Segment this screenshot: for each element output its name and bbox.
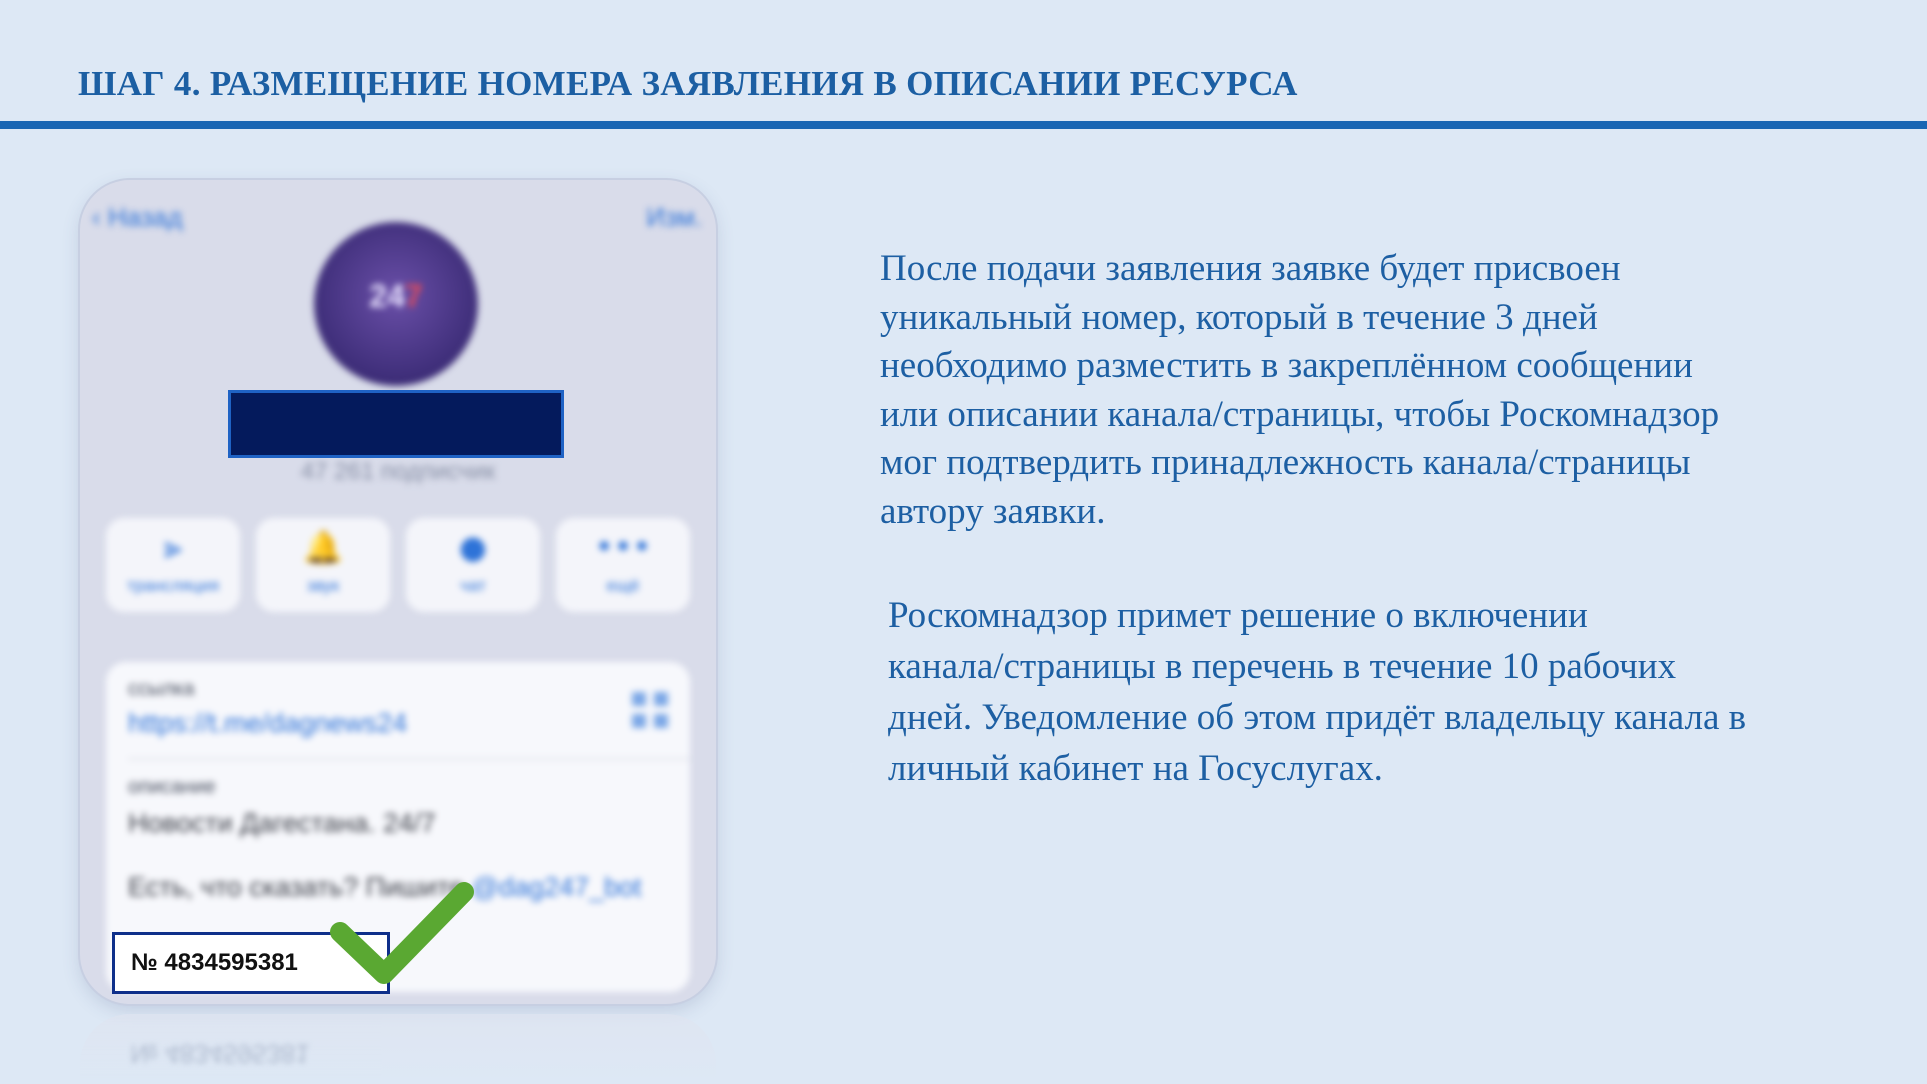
paragraph-line: или описании канала/страницы, чтобы Роскомнадзор bbox=[880, 393, 1720, 435]
paragraph-line: дней. Уведомление об этом придёт владельцу канала в bbox=[888, 697, 1747, 738]
action-broadcast bbox=[106, 518, 240, 612]
qr-code-icon bbox=[632, 692, 668, 728]
edit-link: Изм. bbox=[646, 202, 702, 232]
back-link bbox=[92, 202, 182, 233]
paragraph-line: мог подтвердить принадлежность канала/страницы bbox=[880, 442, 1691, 483]
channel-avatar bbox=[314, 222, 478, 386]
waveform-icon: ⫸ bbox=[163, 528, 183, 566]
instruction-paragraph-2 bbox=[888, 590, 1848, 794]
paragraph-line: личный кабинет на Госуслугах. bbox=[888, 748, 1383, 789]
description-line bbox=[128, 872, 642, 903]
reflection-text: № 4834595381 bbox=[130, 1039, 310, 1069]
action-buttons bbox=[106, 518, 690, 612]
action-label: трансляция bbox=[126, 576, 220, 595]
description-label: описание bbox=[128, 776, 216, 798]
card-divider bbox=[128, 758, 690, 760]
link-label: ссылка bbox=[128, 678, 195, 700]
description-text: Есть, что сказать? Пишите bbox=[128, 872, 472, 902]
more-icon: ••• bbox=[594, 528, 652, 566]
action-chat bbox=[406, 518, 540, 612]
application-number-box: № 4834595381 bbox=[112, 932, 390, 994]
bot-link: @dag247_bot bbox=[471, 872, 642, 902]
paragraph-line: После подачи заявления заявке будет присвоен bbox=[880, 248, 1621, 289]
title-divider bbox=[0, 121, 1927, 129]
action-more bbox=[556, 518, 690, 612]
link-value: https://t.me/dagnews24 bbox=[128, 708, 408, 738]
avatar-text-accent: 7 bbox=[404, 278, 423, 314]
phone-mockup bbox=[80, 180, 716, 1004]
subscriber-count: 47 261 подписчик bbox=[300, 458, 496, 485]
chat-icon: ● bbox=[459, 528, 487, 566]
paragraph-line: Роскомнадзор примет решение о включении bbox=[888, 595, 1588, 636]
paragraph-line: автору заявки. bbox=[880, 490, 1106, 532]
paragraph-line: уникальный номер, который в течение 3 дней bbox=[880, 296, 1598, 338]
action-label: звук bbox=[306, 576, 340, 595]
bell-icon: 🔔 bbox=[303, 528, 343, 566]
phone-reflection bbox=[80, 1014, 716, 1084]
chevron-left-icon: ‹ bbox=[92, 202, 108, 232]
avatar-text-main: 24 bbox=[369, 278, 405, 314]
action-sound bbox=[256, 518, 390, 612]
back-label: Назад bbox=[107, 202, 183, 232]
action-label: ещё bbox=[606, 576, 640, 595]
avatar-text bbox=[314, 278, 478, 315]
channel-name-redaction bbox=[228, 390, 564, 458]
paragraph-line: канала/страницы в перечень в течение 10 рабочих bbox=[888, 646, 1677, 687]
description-line: Новости Дагестана. 24/7 bbox=[128, 808, 436, 838]
paragraph-line: необходимо разместить в закреплённом сообщении bbox=[880, 345, 1693, 386]
action-label: чат bbox=[460, 576, 486, 595]
instruction-paragraph-1 bbox=[880, 245, 1840, 536]
slide-title: ШАГ 4. РАЗМЕЩЕНИЕ НОМЕРА ЗАЯВЛЕНИЯ В ОПИСАНИИ РЕСУРСА bbox=[78, 64, 1298, 103]
